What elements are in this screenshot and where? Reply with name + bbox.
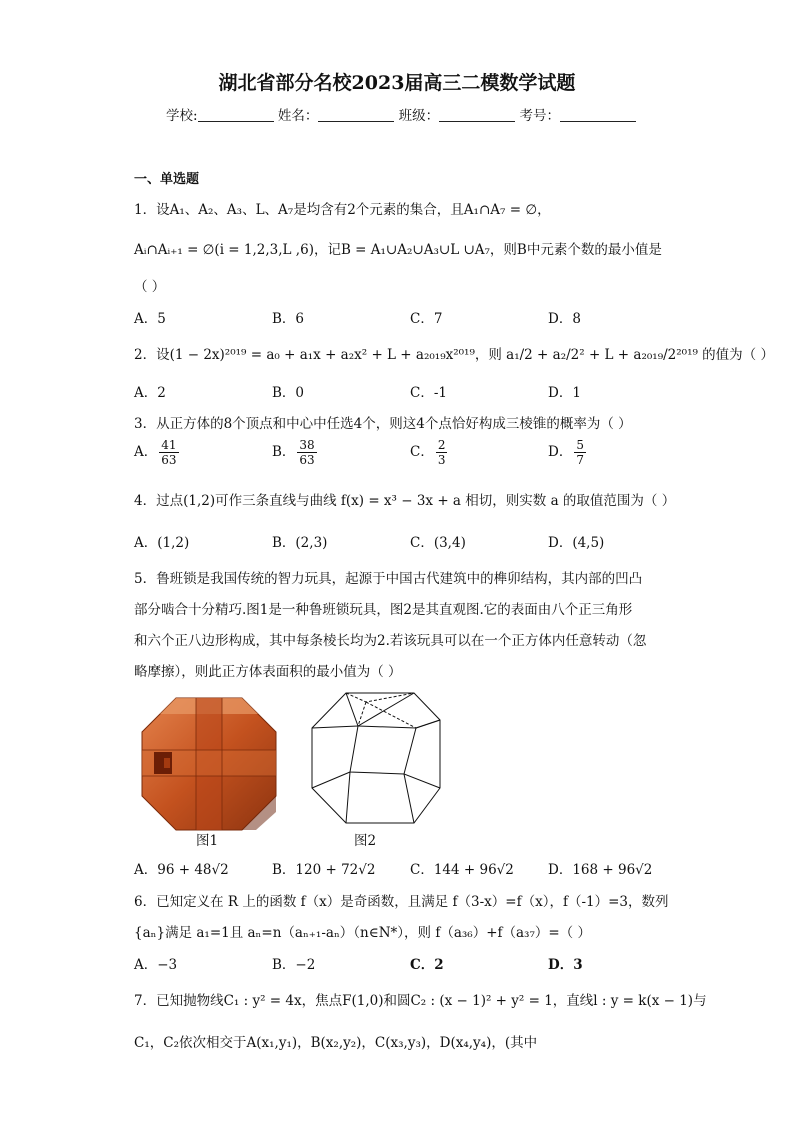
q3-option-b — [272, 438, 319, 467]
denominator: 63 — [161, 453, 177, 467]
q3-option-a-label: A． — [134, 444, 158, 460]
q6-line2: {aₙ}满足 a₁=1且 aₙ=n（aₙ₊₁-aₙ）（n∈N*），则 f（a₃₆）+f（a₃₇）=（ ） — [134, 925, 591, 941]
q5-line2: 部分啮合十分精巧.图1是一种鲁班锁玩具，图2是其直观图.它的表面由八个正三角形 — [134, 602, 633, 618]
figure-1-label: 图1 — [196, 833, 219, 849]
q3-text: 3．从正方体的8个顶点和中心中任选4个，则这4个点恰好构成三棱锥的概率为（ ） — [134, 416, 632, 432]
q6-option-a: A．−3 — [134, 957, 178, 973]
examno-field[interactable] — [560, 107, 636, 122]
q3-option-a — [134, 438, 181, 467]
q1-option-b: B．6 — [272, 311, 305, 327]
q3-option-b-label: B． — [272, 444, 296, 460]
denominator: 3 — [437, 453, 446, 467]
denominator: 63 — [299, 453, 315, 467]
numerator: 5 — [576, 438, 584, 452]
q1-line2: Aᵢ∩Aᵢ₊₁ = ∅(i = 1,2,3,L ,6)，记B = A₁∪A₂∪A₃∪L ∪A₇，则B中元素个数的最小值是 — [134, 242, 662, 258]
q1-option-d: D．8 — [548, 311, 581, 327]
q4-option-b: B．(2,3) — [272, 535, 328, 551]
q3-option-c — [410, 438, 449, 467]
q7-line2: C₁，C₂依次相交于A(x₁,y₁)，B(x₂,y₂)，C(x₃,y₃)，D(x₄,y₄)，(其中 — [134, 1035, 538, 1051]
q1-line3: （ ） — [134, 279, 166, 295]
examno-label: 考号： — [519, 108, 560, 124]
q5-option-a: A．96 + 48√2 — [134, 862, 229, 878]
q5-option-c: C．144 + 96√2 — [410, 862, 514, 878]
class-label: 班级： — [398, 108, 440, 124]
q6-option-b: B．−2 — [272, 957, 316, 973]
q2-option-a: A．2 — [134, 385, 166, 401]
page-title: 湖北省部分名校2023届高三二模数学试题 — [218, 72, 576, 94]
denominator: 7 — [576, 453, 584, 467]
q4-option-c: C．(3,4) — [410, 535, 466, 551]
q2-option-d: D．1 — [548, 385, 581, 401]
q6-option-c: C．2 — [410, 957, 444, 973]
q5-line4: 略摩擦），则此正方体表面积的最小值为（ ） — [134, 664, 402, 680]
class-field[interactable] — [439, 107, 515, 122]
q2-text: 2．设(1 − 2x)²⁰¹⁹ = a₀ + a₁x + a₂x² + L + a₂₀₁₉x²⁰¹⁹，则 a₁/2 + a₂/2² + L + a₂₀₁₉/2²⁰¹⁹ 的值为（ ） — [134, 347, 774, 363]
q4-option-d: D．(4,5) — [548, 535, 605, 551]
school-field[interactable] — [198, 107, 274, 122]
q7-line1: 7．已知抛物线C₁ : y² = 4x，焦点F(1,0)和圆C₂ : (x − 1)² + y² = 1，直线l : y = k(x − 1)与 — [134, 993, 707, 1009]
q3-option-b-fraction — [297, 438, 316, 467]
q1-option-a: A．5 — [134, 311, 166, 327]
q2-option-c: C．-1 — [410, 385, 447, 401]
numerator: 41 — [161, 438, 177, 452]
numerator: 38 — [299, 438, 315, 452]
q5-line1: 5．鲁班锁是我国传统的智力玩具，起源于中国古代建筑中的榫卯结构，其内部的凹凸 — [134, 571, 643, 587]
q3-option-c-fraction — [436, 438, 448, 467]
q3-option-d-fraction — [574, 438, 586, 467]
name-field[interactable] — [318, 107, 394, 122]
school-label: 学校: — [166, 108, 198, 124]
name-label: 姓名： — [277, 108, 319, 124]
q3-option-d — [548, 438, 588, 467]
truncated-cube-diagram — [306, 690, 442, 826]
q3-option-d-label: D． — [548, 444, 573, 460]
q4-text: 4．过点(1,2)可作三条直线与曲线 f(x) = x³ − 3x + a 相切，则实数 a 的取值范围为（ ） — [134, 493, 676, 509]
q6-option-d: D．3 — [548, 957, 583, 973]
numerator: 2 — [437, 438, 446, 452]
q1-option-c: C．7 — [410, 311, 443, 327]
q5-option-b: B．120 + 72√2 — [272, 862, 376, 878]
figure-2-label: 图2 — [354, 833, 377, 849]
q5-option-d: D．168 + 96√2 — [548, 862, 653, 878]
q6-line1: 6．已知定义在 R 上的函数 f（x）是奇函数，且满足 f（3-x）=f（x），f（-1）=3，数列 — [134, 894, 669, 910]
q2-option-b: B．0 — [272, 385, 305, 401]
q3-option-c-label: C． — [410, 444, 434, 460]
q5-line3: 和六个正八边形构成，其中每条棱长均为2.若该玩具可以在一个正方体内任意转动（忽 — [134, 633, 647, 649]
q4-option-a: A．(1,2) — [134, 535, 190, 551]
q3-option-a-fraction — [159, 438, 178, 467]
student-info-row — [166, 104, 636, 124]
q1-line1: 1．设A₁、A₂、A₃、L、A₇是均含有2个元素的集合，且A₁∩A₇ = ∅， — [134, 202, 551, 218]
luban-lock-photo — [138, 692, 280, 834]
section-heading: 一、单选题 — [134, 172, 200, 187]
